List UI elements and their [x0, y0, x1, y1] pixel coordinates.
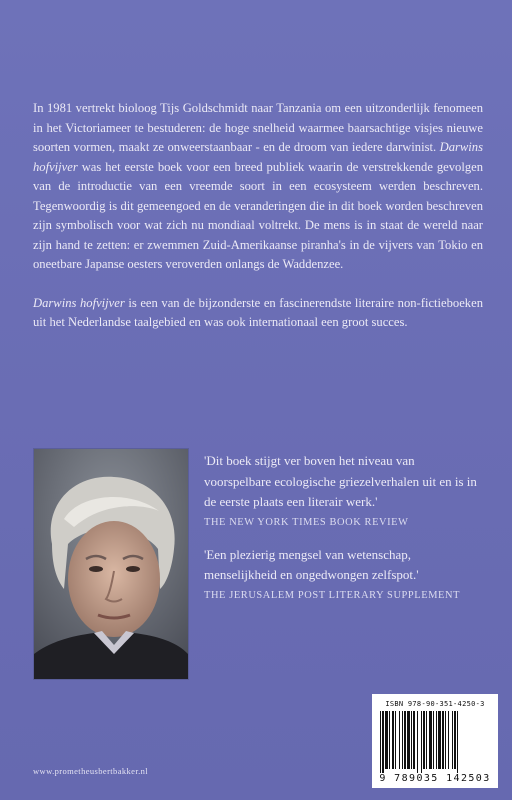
barcode-bar: [413, 711, 415, 769]
barcode-bar: [404, 711, 406, 769]
barcode-icon: [378, 711, 492, 773]
barcode-bar: [389, 711, 390, 769]
blurb-intro: In 1981 vertrekt bioloog Tijs Goldschmidt naar Tanzania om een uitzonderlijk fenomeen in het Victoriameer te bestuderen: de hoge snelheid waarmee baarsachtige visjes nieuwe soorten vormen, maakt ze onweerstaanbaar - en de droom van iedere darwinist.: [33, 101, 483, 154]
barcode-bar: [448, 711, 449, 769]
quote-source: THE NEW YORK TIMES BOOK REVIEW: [204, 516, 409, 528]
author-photo: [33, 448, 189, 680]
barcode-bar: [395, 711, 396, 769]
barcode-bar: [454, 711, 456, 769]
quote-source: THE JERUSALEM POST LITERARY SUPPLEMENT: [204, 589, 461, 601]
barcode-bar: [436, 711, 437, 769]
barcode-bar: [452, 711, 453, 769]
barcode-bar: [445, 711, 446, 769]
book-title-italic: Darwins hofvijver: [33, 295, 125, 310]
barcode-bar: [421, 711, 422, 773]
blurb-closing: is een van de bijzonderste en fascinerendste literaire non-fictieboeken uit het Nederlandse taalgebied en was ook internationaal een groot succes.: [33, 295, 483, 329]
isbn-barcode: [372, 694, 498, 788]
barcode-bar: [433, 711, 434, 769]
barcode-bar: [417, 711, 418, 773]
blurb: [33, 99, 483, 352]
book-title-italic: Darwins hofvijver: [33, 140, 483, 174]
review-quote-1: [204, 451, 484, 531]
review-quote-2: [204, 545, 484, 604]
barcode-bar: [399, 711, 400, 769]
barcode-bar: [429, 711, 432, 769]
barcode-bar: [438, 711, 441, 769]
barcode-bar: [411, 711, 412, 769]
barcode-bar: [385, 711, 388, 769]
barcode-bar: [457, 711, 458, 773]
blurb-paragraph-2: [33, 294, 483, 333]
isbn-label: ISBN 978-90-351-4250-3: [385, 700, 485, 708]
barcode-bar: [392, 711, 394, 769]
publisher-website: www.prometheusbertbakker.nl: [33, 766, 149, 776]
quote-text: 'Een plezierig mengsel van wetenschap, menselijkheid en ongedwongen zelfspot.': [204, 546, 419, 582]
barcode-bar: [402, 711, 403, 769]
quote-text: 'Dit boek stijgt ver boven het niveau van voorspelbare ecologische griezelverhalen uit en is in de eerste plaats een literair werk.': [204, 453, 477, 509]
review-quotes: [204, 451, 484, 618]
barcode-bar: [426, 711, 427, 769]
barcode-bar: [407, 711, 410, 769]
barcode-bar: [382, 711, 384, 773]
barcode-digits: 9 789035 142503: [379, 773, 491, 784]
author-portrait-icon: [34, 449, 188, 679]
barcode-bar: [380, 711, 381, 773]
blurb-continued: was het eerste boek voor een breed publiek waarin de verstrekkende gevolgen van de introductie van een vreemde soort in een ecosysteem werden beschreven. Tegenwoordig is dit gemeengoed en de veranderingen die in dit boek worden beschreven zijn symbolisch voor wat zich nu mondiaal voltrekt. De mens is in staat de wereld naar zijn hand te zetten: er zwemmen Zuid-Amerikaanse piranha's in de vijvers van Tokio en oneetbare Japanse oesters veroverden onlangs de Waddenzee.: [33, 159, 483, 271]
barcode-bar: [442, 711, 444, 769]
blurb-paragraph-1: [33, 99, 483, 275]
barcode-bar: [423, 711, 425, 769]
